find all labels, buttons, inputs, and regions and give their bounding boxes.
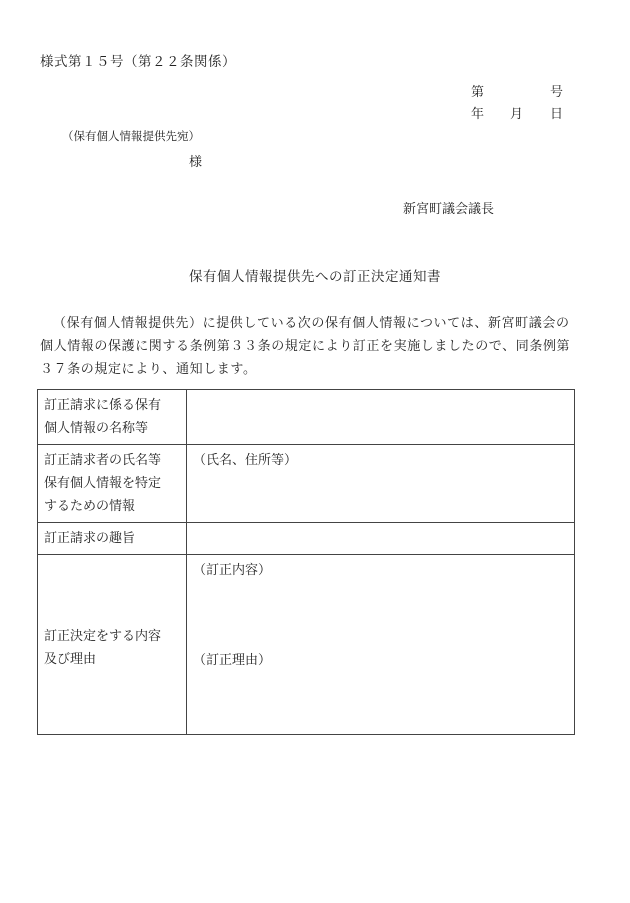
document-number-label: 第 [471,85,485,100]
request-purpose-value [187,523,575,555]
decision-content-label: 訂正決定をする内容 及び理由 [38,555,187,735]
sender-name: 新宮町議会議長 [403,202,495,217]
recipient-honorific: 様 [189,155,203,170]
document-number-suffix: 号 [550,85,564,100]
requester-info-label: 訂正請求者の氏名等 保有個人情報を特定 するための情報 [38,445,187,523]
date-year-label: 年 [471,107,485,122]
table-row [38,555,575,735]
correction-reason-label: （訂正理由） [193,653,272,668]
table-row [38,523,575,555]
table-row [38,390,575,445]
document-title: 保有個人情報提供先への訂正決定通知書 [189,269,441,285]
correction-content-label: （訂正内容） [193,563,272,578]
date-day-label: 日 [550,107,564,122]
body-paragraph: （保有個人情報提供先）に提供している次の保有個人情報については、新宮町議会の個人情報の保護に関する条例第３３条の規定により訂正を実施しましたので、同条例第３７条の規定により、通知します。 [40,316,571,377]
record-name-value [187,390,575,445]
date-month-label: 月 [510,107,524,122]
requester-info-value: （氏名、住所等） [187,445,575,523]
recipient-label: （保有個人情報提供先宛） [62,129,200,143]
decision-content-value [187,555,575,735]
correction-decision-table [37,389,575,735]
request-purpose-label: 訂正請求の趣旨 [38,523,187,555]
form-number: 様式第１５号（第２２条関係） [40,54,236,70]
record-name-label: 訂正請求に係る保有 個人情報の名称等 [38,390,187,445]
table-row [38,445,575,523]
